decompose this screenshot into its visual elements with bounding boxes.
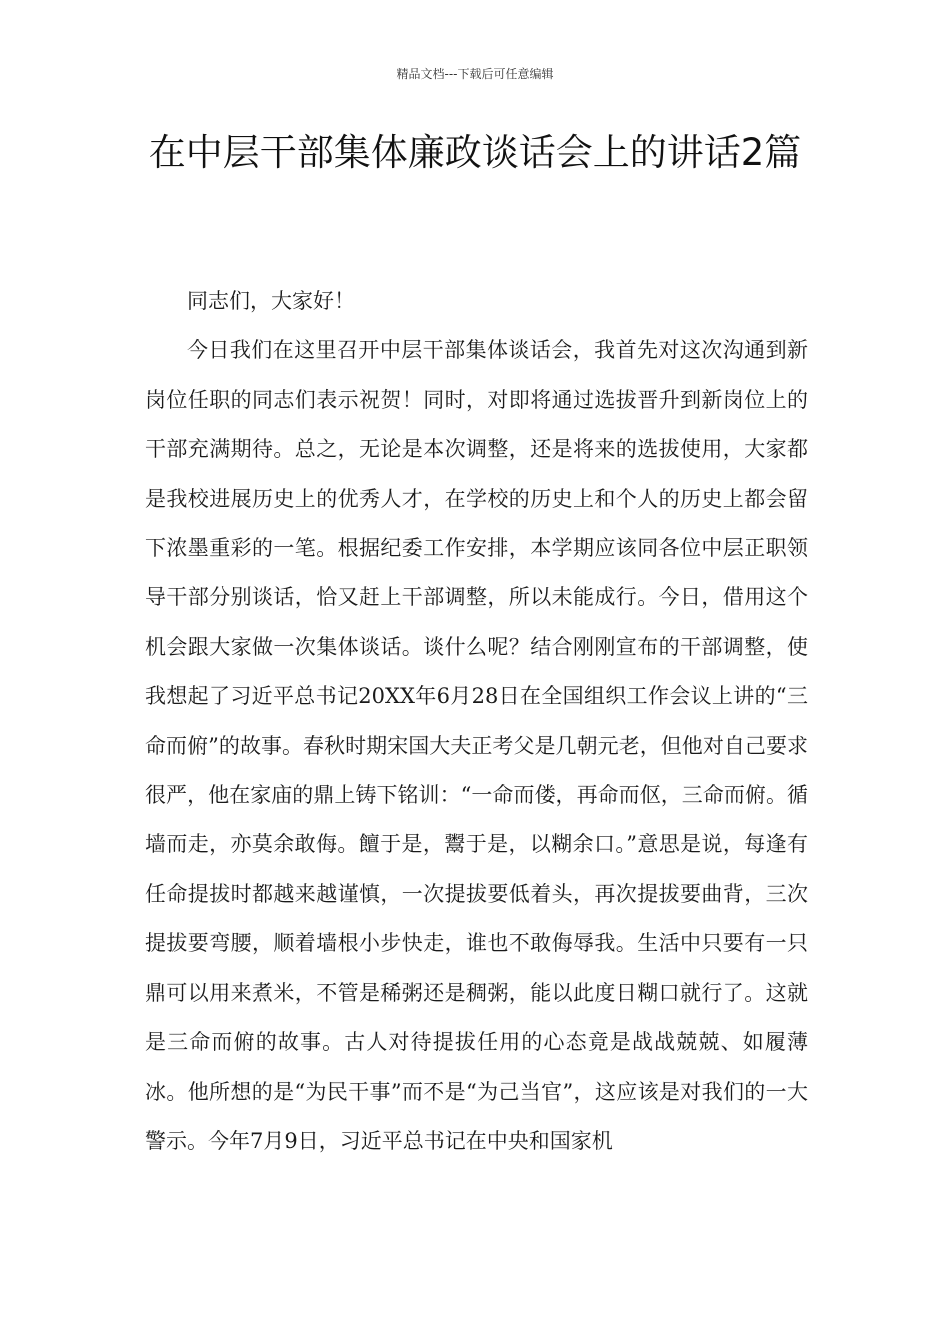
body-paragraph: 今日我们在这里召开中层干部集体谈话会，我首先对这次沟通到新岗位任职的同志们表示祝贺！同时，对即将通过选拔晋升到新岗位上的干部充满期待。总之，无论是本次调整，还是将来的选拔使用，大家都是我校进展历史上的优秀人才，在学校的历史上和个人的历史上都会留下浓墨重彩的一笔。根据纪委工作安排，本学期应该同各位中层正职领导干部分别谈话，恰又赶上干部调整，所以未能成行。今日，借用这个机会跟大家做一次集体谈话。谈什么呢？结合刚刚宣布的干部调整，使我想起了习近平总书记20XX年6月28日在全国组织工作会议上讲的“三命而俯”的故事。春秋时期宋国大夫正考父是几朝元老，但他对自己要求很严，他在家庙的鼎上铸下铭训：“一命而偻，再命而伛，三命而俯。循墙而走，亦莫余敢侮。饘于是，鬻于是，以糊余口。”意思是说，每逢有任命提拔时都越来越谨慎，一次提拔要低着头，再次提拔要曲背，三次提拔要弯腰，顺着墙根小步快走，谁也不敢侮辱我。生活中只要有一只鼎可以用来煮米，不管是稀粥还是稠粥，能以此度日糊口就行了。这就是三命而俯的故事。古人对待提拔任用的心态竟是战战兢兢、如履薄冰。他所想的是“为民干事”而不是“为己当官”，这应该是对我们的一大警示。今年7月9日，习近平总书记在中央和国家机 <box>145 338 808 1153</box>
document-body <box>145 277 808 1166</box>
document-title: 在中层干部集体廉政谈话会上的讲话2篇 <box>148 131 802 174</box>
header-note: 精品文档---下载后可任意编辑 <box>396 67 554 81</box>
greeting-paragraph: 同志们，大家好！ <box>187 289 355 313</box>
